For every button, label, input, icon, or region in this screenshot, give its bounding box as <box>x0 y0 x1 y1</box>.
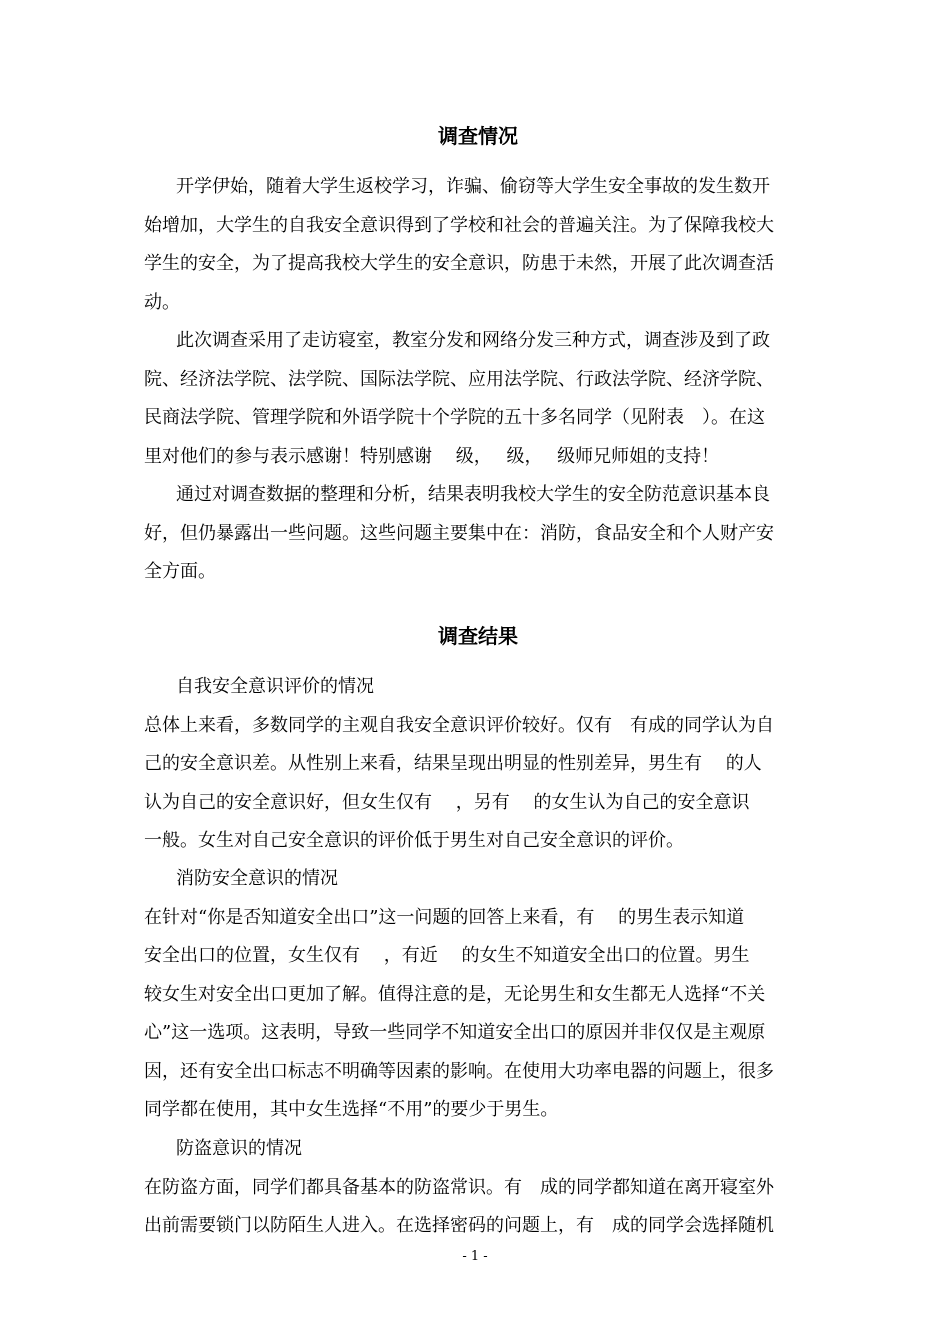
subheading: 自我安全意识评价的情况 <box>176 676 374 697</box>
paragraph-intro <box>144 168 812 322</box>
text-line: 此次调查采用了走访寝室，教室分发和网络分发三种方式，调查涉及到了政 <box>176 330 770 351</box>
subheading: 防盗意识的情况 <box>176 1138 302 1159</box>
paragraph-conclusion <box>144 476 812 592</box>
text-line: 开学伊始，随着大学生返校学习，诈骗、偷窃等大学生安全事故的发生数开 <box>176 176 770 197</box>
section-title-survey-results: 调查结果 <box>438 624 518 648</box>
text-line: 动。 <box>144 291 180 313</box>
text-line: 在针对“你是否知道安全出口”这一问题的回答上来看，有 的男生表示知道 <box>144 906 745 928</box>
text-line: 院、经济法学院、法学院、国际法学院、应用法学院、行政法学院、经济学院、 <box>144 368 774 390</box>
text-line: 较女生对安全出口更加了解。值得注意的是，无论男生和女生都无人选择“不关 <box>144 983 766 1005</box>
text-line: 安全出口的位置，女生仅有 ，有近 的女生不知道安全出口的位置。男生 <box>144 945 750 966</box>
block-anti-theft <box>144 1130 812 1246</box>
text-line: 始增加，大学生的自我安全意识得到了学校和社会的普遍关注。为了保障我校大 <box>144 214 774 236</box>
text-line: 民商法学院、管理学院和外语学院十个学院的五十多名同学（见附表 ）。在这 <box>144 407 765 428</box>
text-line: 全方面。 <box>144 561 216 582</box>
block-fire-safety <box>144 860 812 1130</box>
block-self-assessment <box>144 668 812 861</box>
section-title-survey-overview: 调查情况 <box>438 124 518 148</box>
subheading: 消防安全意识的情况 <box>176 868 338 889</box>
text-line: 一般。女生对自己安全意识的评价低于男生对自己安全意识的评价。 <box>144 830 684 851</box>
text-line: 己的安全意识差。从性别上来看，结果呈现出明显的性别差异，男生有 的人 <box>144 753 762 774</box>
text-line: 认为自己的安全意识好，但女生仅有 ，另有 的女生认为自己的安全意识 <box>144 791 750 813</box>
text-line: 因，还有安全出口标志不明确等因素的影响。在使用大功率电器的问题上，很多 <box>144 1060 774 1082</box>
text-line: 总体上来看，多数同学的主观自我安全意识评价较好。仅有 有成的同学认为自 <box>144 714 774 736</box>
text-line: 里对他们的参与表示感谢！特别感谢 级， 级， 级师兄师姐的支持！ <box>144 445 720 467</box>
document-page <box>144 0 812 1344</box>
text-line: 学生的安全，为了提高我校大学生的安全意识，防患于未然，开展了此次调查活 <box>144 253 774 274</box>
page-number: - 1 - <box>462 1249 488 1264</box>
text-line: 通过对调查数据的整理和分析，结果表明我校大学生的安全防范意识基本良 <box>176 484 770 505</box>
text-line: 在防盗方面，同学们都具备基本的防盗常识。有 成的同学都知道在离开寝室外 <box>144 1176 774 1198</box>
text-line: 好，但仍暴露出一些问题。这些问题主要集中在：消防，食品安全和个人财产安 <box>144 522 774 544</box>
text-line: 同学都在使用，其中女生选择“不用”的要少于男生。 <box>144 1099 559 1120</box>
paragraph-method <box>144 322 812 476</box>
text-line: 出前需要锁门以防陌生人进入。在选择密码的问题上，有 成的同学会选择随机 <box>144 1215 774 1236</box>
text-line: 心”这一选项。这表明，导致一些同学不知道安全出口的原因并非仅仅是主观原 <box>144 1022 766 1043</box>
